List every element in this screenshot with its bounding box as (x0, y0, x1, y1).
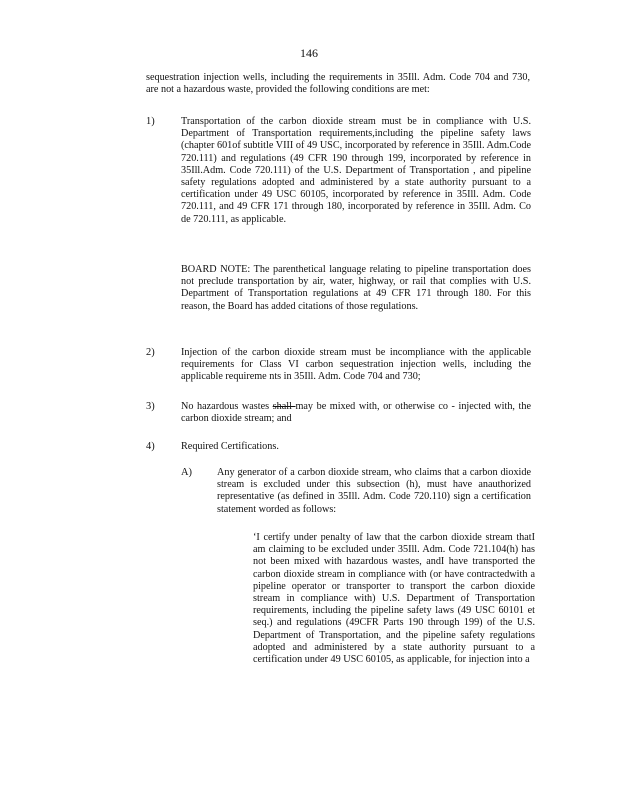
page-number: 146 (300, 46, 318, 60)
item-a-marker: A) (181, 467, 192, 478)
intro-paragraph: sequestration injection wells, including the requirements in 35Ill. Adm. Code 704 and 730, are not a hazardous waste, provided the following conditions are met: (146, 72, 530, 96)
item-3-text (181, 401, 531, 425)
item-1-marker: 1) (146, 116, 155, 127)
item-4-text: Required Certifications. (181, 441, 279, 452)
item-4-marker: 4) (146, 441, 155, 452)
board-note: BOARD NOTE: The parenthetical language relating to pipeline transportation does not preclude transportation by air, water, highway, or rail that complies with U.S. Department of Transportation regulations at 49 CFR 171 through 180. For this reason, the Board has added citations of those regulations. (181, 264, 531, 312)
item-a-text: Any generator of a carbon dioxide stream, who claims that a carbon dioxide stream is excluded under this subsection (h), must have anauthorized representative (as defined in 35Ill. Adm. Code 720.110) sign a certification statement worded as follows: (217, 467, 531, 515)
item-2-marker: 2) (146, 347, 155, 358)
item-2-text: Injection of the carbon dioxide stream must be incompliance with the applicable requirements for Class VI carbon sequestration injection wells, including the applicable requireme nts in 35Ill. Adm. Code 704 and 730; (181, 347, 531, 383)
item-3-marker: 3) (146, 401, 155, 412)
item-3-text-start: No hazardous wastes (181, 401, 273, 412)
certification-statement: ‘I certify under penalty of law that the carbon dioxide stream thatI am claiming to be excluded under 35Ill. Adm. Code 721.104(h) has not been mixed with hazardous wastes, andI have transported the carbon dioxide stream in compliance with (or have contractedwith a pipeline operator or transporter to transport the carbon dioxide stream in compliance with) U.S. Department of Transportation requirements, including the pipeline safety laws (49 USC 60101 et seq.) and regulations (49CFR Parts 190 through 199) of the U.S. Department of Transportation, and the pipeline safety regulations adopted and administered by a state authority pursuant to a certification under 49 USC 60105, as applicable, for injection into a (253, 532, 535, 666)
deleted-text: shall (272, 401, 296, 412)
inserted-text: may be mixed with, or otherwise co - injected with, the carbon dioxide stream; and (181, 401, 531, 425)
item-1-text: Transportation of the carbon dioxide stream must be in compliance with U.S. Department of Transportation requirements,including the pipeline safety laws (chapter 601of subtitle VIII of 49 USC, incorporated by reference in 35Ill. Adm.Code 720.111) and regulations (49 CFR 190 through 199, incorporated by reference in 35Ill.Adm. Code 720.111) of the U.S. Department of Transportation , and pipeline safety regulations adopted and administered by a state authority pursuant to a certification under 49 USC 60105, incorporated by reference in 35Ill. Adm. Code 720.111, and 49 CFR 171 through 180, incorporated by reference in 35Ill. Adm. Co de 720.111, as applicable. (181, 116, 531, 225)
